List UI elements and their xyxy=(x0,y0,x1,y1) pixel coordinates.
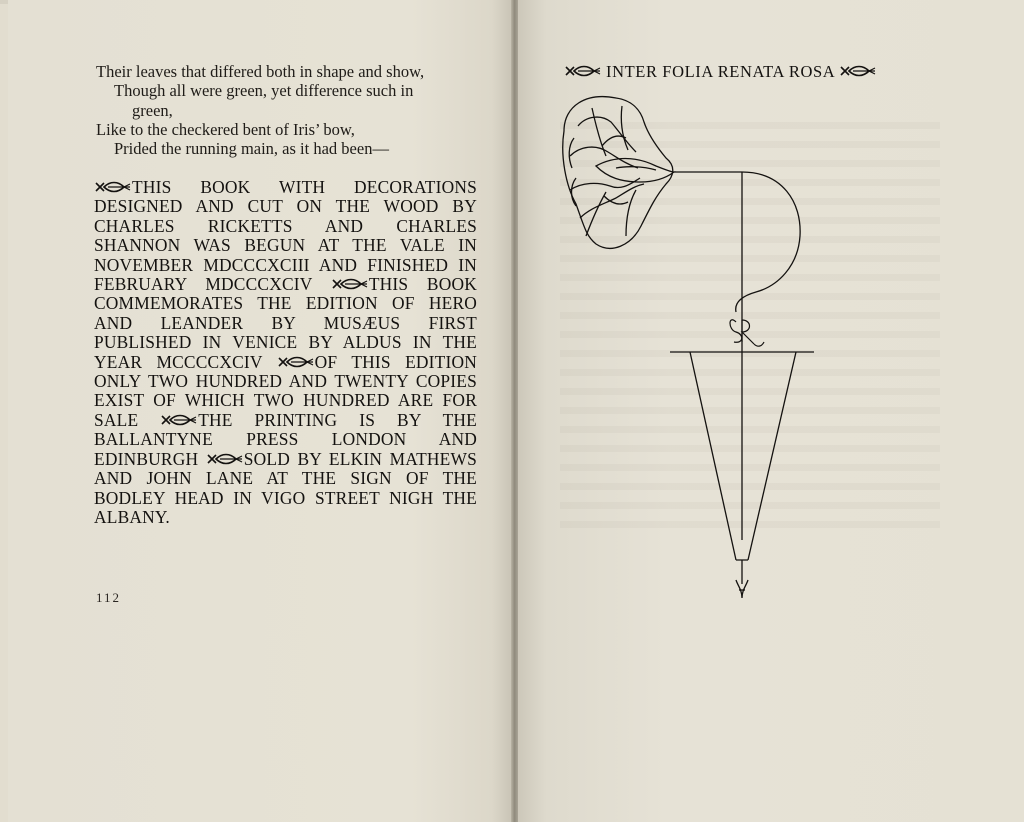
leaf-ornament-icon xyxy=(94,180,132,194)
leaf-ornament-icon xyxy=(839,64,877,78)
colophon-paragraph: SOLD BY ELKIN MATHEWS AND JOHN LANE AT THE SIGN OF THE BODLEY HEAD IN VIGO STREET NIGH THE ALBANY. xyxy=(94,448,477,527)
poem-line: Prided the running main, as it had been— xyxy=(114,139,389,159)
poem-line: green, xyxy=(132,100,173,120)
running-head xyxy=(560,62,940,82)
running-head-text: INTER FOLIA RENATA ROSA xyxy=(606,62,836,81)
poem-line: Their leaves that differed both in shape and show, xyxy=(96,62,425,81)
colophon-paragraph: THIS BOOK COMMEMORATES THE EDITION OF HERO AND LEANDER BY MUSÆUS FIRST PUBLISHED IN VENICE BY ALDUS IN THE YEAR MCCCCXCIV xyxy=(94,274,477,372)
anchor-icon xyxy=(670,172,814,598)
page-number: 112 xyxy=(96,590,122,605)
leaf-ornament-icon xyxy=(564,64,602,78)
leaf-ornament-icon xyxy=(160,413,198,427)
device-monogram: SR xyxy=(742,335,744,336)
leaf-ornament-icon xyxy=(277,355,315,369)
poem-stanza xyxy=(96,62,486,158)
leaf-ornament-icon xyxy=(206,452,244,466)
rose-and-anchor-printers-device-icon xyxy=(556,86,826,616)
colophon-paragraph: OF THIS EDITION ONLY TWO HUNDRED AND TWENTY COPIES EXIST OF WHICH TWO HUNDRED ARE FOR SALE xyxy=(94,351,477,430)
colophon xyxy=(94,178,477,527)
poem-line: Though all were green, yet difference such in xyxy=(114,81,414,101)
colophon-paragraph: THE PRINTING IS BY THE BALLANTYNE PRESS LONDON AND EDINBURGH xyxy=(94,409,477,469)
sr-monogram-icon xyxy=(730,320,764,346)
rose-flower-icon xyxy=(563,97,674,249)
poem-line: Like to the checkered bent of Iris’ bow, xyxy=(96,119,355,139)
leaf-ornament-icon xyxy=(331,277,369,291)
colophon-paragraph: THIS BOOK WITH DECORATIONS DESIGNED AND CUT ON THE WOOD BY CHARLES RICKETTS AND CHARLES SHANNON WAS BEGUN AT THE VALE IN NOVEMBER MDCCCXCIII AND FINISHED IN FEBRUARY MDCCCXCIV xyxy=(94,177,477,295)
book-gutter xyxy=(511,0,518,822)
